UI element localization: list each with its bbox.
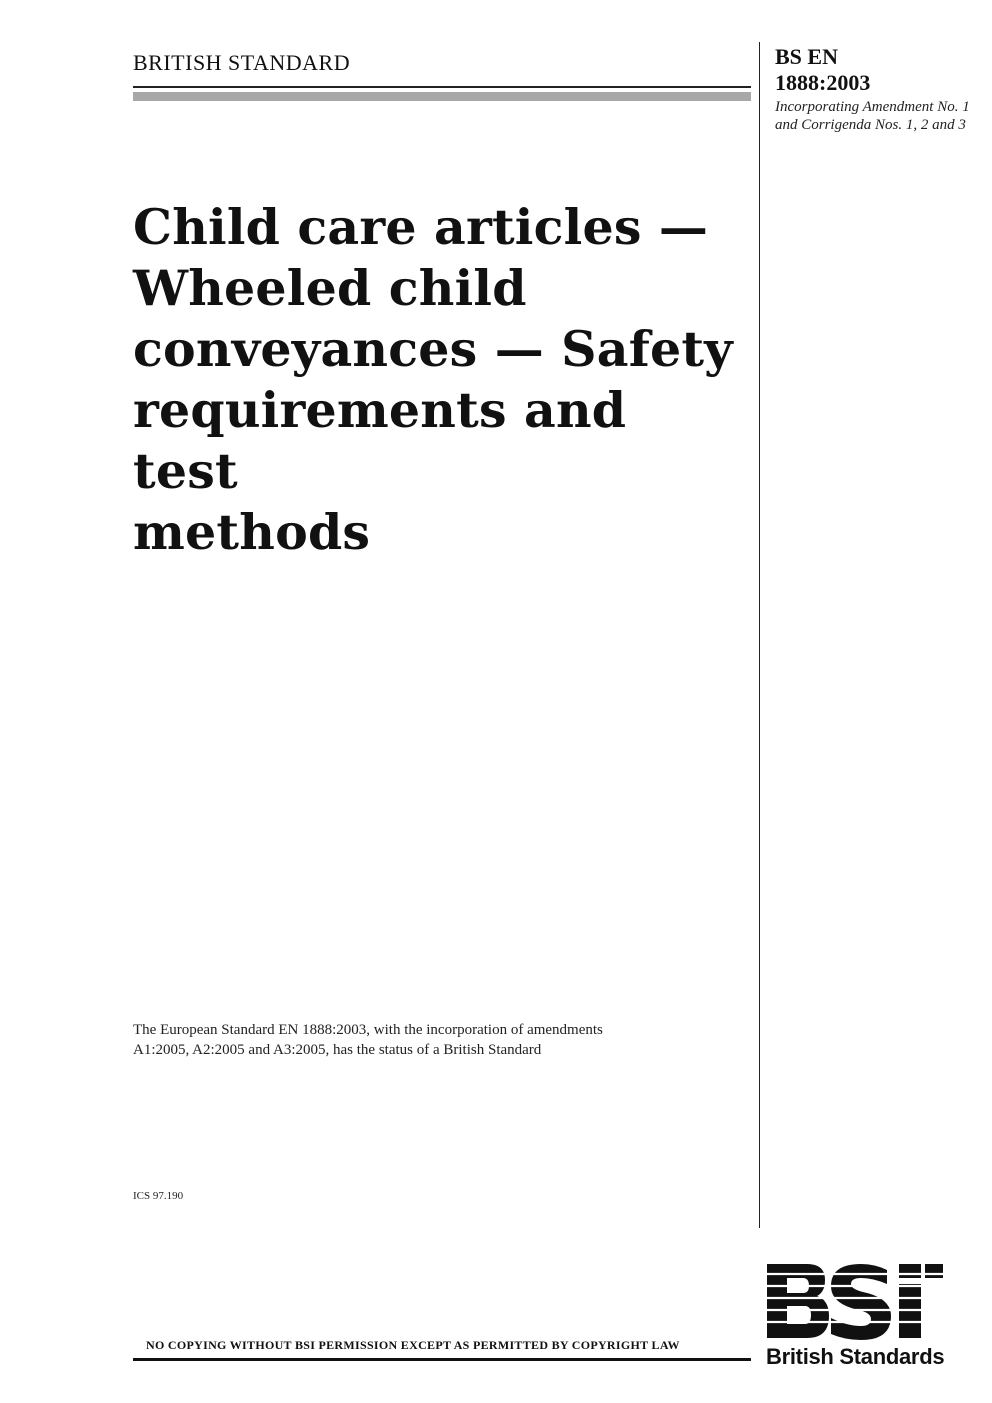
ics-code: ICS 97.190 xyxy=(133,1190,184,1202)
standard-number-line2: 1888:2003 xyxy=(775,70,871,95)
status-line: The European Standard EN 1888:2003, with the incorporation of amendments xyxy=(133,1022,603,1038)
title-line: Child care articles — xyxy=(133,198,709,256)
status-statement xyxy=(133,1020,753,1060)
header-rule-thin xyxy=(133,86,751,88)
bsi-logo-subtitle: British Standards xyxy=(766,1344,945,1369)
header-rule-thick xyxy=(133,92,751,101)
standard-number-line1: BS EN xyxy=(775,44,838,69)
incorporating-note: Incorporating Amendment No. 1 and Corrigenda Nos. 1, 2 and 3 xyxy=(775,99,970,133)
title-line: Wheeled child xyxy=(133,259,527,317)
document-title xyxy=(133,197,733,563)
standard-number xyxy=(775,44,870,96)
footer-rule xyxy=(133,1358,751,1361)
copyright-notice: NO COPYING WITHOUT BSI PERMISSION EXCEPT AS PERMITTED BY COPYRIGHT LAW xyxy=(146,1338,680,1352)
header-label: BRITISH STANDARD xyxy=(133,50,351,75)
title-line: requirements and test xyxy=(133,381,627,500)
title-line: methods xyxy=(133,503,371,561)
column-divider xyxy=(759,42,760,1228)
title-line: conveyances — Safety xyxy=(133,320,733,378)
status-line: A1:2005, A2:2005 and A3:2005, has the status of a British Standard xyxy=(133,1042,542,1058)
